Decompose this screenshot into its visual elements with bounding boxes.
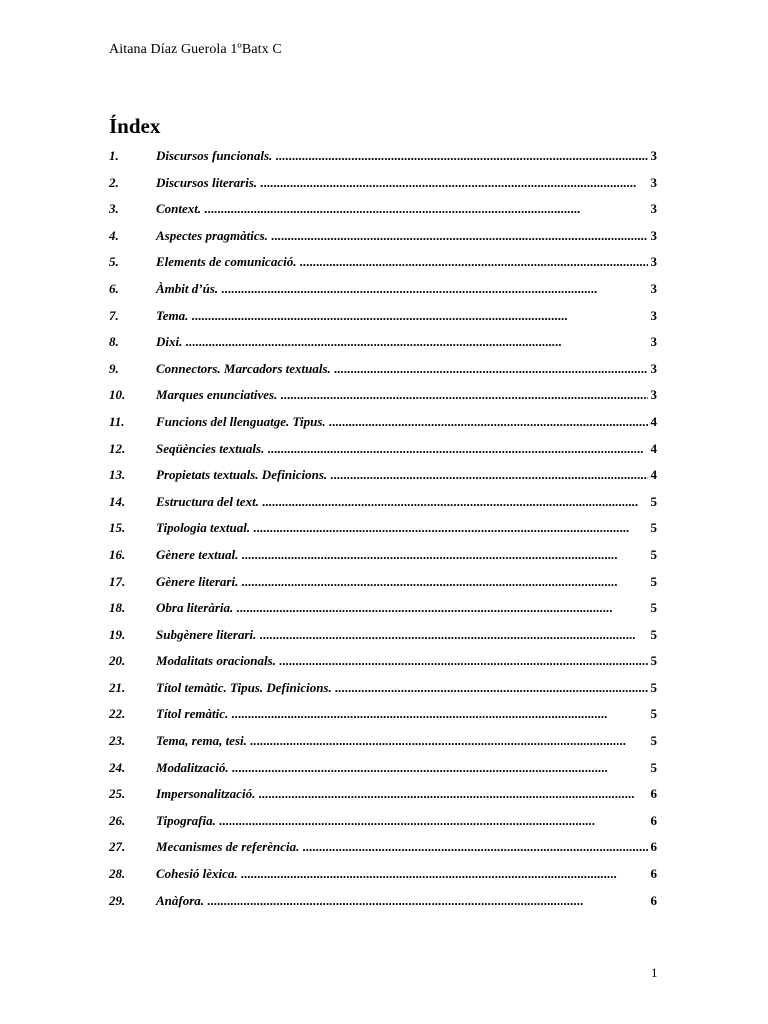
toc-entry-number: 7. — [109, 307, 119, 323]
toc-entry-page: 5 — [650, 520, 657, 536]
toc-entry-page: 3 — [650, 280, 657, 296]
toc-entry-page: 5 — [650, 706, 657, 722]
toc-entry[interactable] — [109, 441, 657, 468]
toc-entry[interactable] — [109, 893, 657, 920]
toc-entry-number: 28. — [109, 866, 126, 882]
toc-dot-leader — [302, 839, 647, 855]
toc-entry-label: Estructura del text. — [156, 493, 259, 509]
toc-dot-leader — [271, 228, 648, 244]
toc-entry-label: Modalitats oracionals. — [156, 653, 276, 669]
toc-entry-number: 8. — [109, 334, 119, 350]
toc-entry-page: 3 — [650, 307, 657, 323]
toc-entry[interactable] — [109, 813, 657, 840]
toc-dot-leader — [241, 574, 647, 590]
toc-entry-label: Tema, rema, tesi. — [156, 733, 247, 749]
toc-dot-leader — [279, 653, 648, 669]
toc-entry-number: 26. — [109, 812, 126, 828]
toc-entry-page: 5 — [650, 493, 657, 509]
toc-entry-page: 5 — [650, 759, 657, 775]
toc-entry-page: 5 — [650, 600, 657, 616]
toc-entry[interactable] — [109, 760, 657, 787]
toc-dot-leader — [221, 281, 647, 297]
toc-entry[interactable] — [109, 600, 657, 627]
toc-dot-leader — [207, 893, 647, 909]
toc-entry-page: 3 — [650, 360, 657, 376]
toc-entry-page: 5 — [650, 573, 657, 589]
page-title: Índex — [109, 114, 161, 138]
toc-entry-label: Discursos funcionals. — [156, 148, 273, 163]
toc-entry-number: 20. — [109, 653, 126, 669]
toc-entry-number: 23. — [109, 733, 126, 749]
toc-entry-label: Títol remàtic. — [156, 706, 229, 722]
toc-entry-label: Dixi. — [156, 334, 183, 350]
toc-entry-page: 5 — [650, 653, 657, 669]
toc-entry-number: 9. — [109, 360, 119, 376]
toc-entry-number: 14. — [109, 493, 126, 509]
toc-entry-label: Discursos literaris. — [156, 174, 258, 190]
toc-entry[interactable] — [109, 547, 657, 574]
toc-entry[interactable] — [109, 733, 657, 760]
toc-entry-page: 3 — [650, 334, 657, 350]
toc-entry-number: 12. — [109, 440, 126, 456]
toc-entry-number: 13. — [109, 467, 126, 483]
toc-entry[interactable] — [109, 175, 657, 202]
toc-dot-leader — [253, 520, 647, 536]
toc-entry-label: Gènere literari. — [156, 573, 239, 589]
toc-entry[interactable] — [109, 574, 657, 601]
toc-entry-number: 1. — [109, 148, 119, 163]
toc-entry[interactable] — [109, 653, 657, 680]
toc-entry[interactable] — [109, 706, 657, 733]
toc-entry[interactable] — [109, 786, 657, 813]
toc-entry[interactable] — [109, 361, 657, 388]
toc-entry-label: Marques enunciatives. — [156, 387, 278, 403]
toc-entry-label: Tipologia textual. — [156, 520, 251, 536]
toc-entry-page: 3 — [650, 387, 657, 403]
toc-dot-leader — [259, 627, 647, 643]
toc-dot-leader — [191, 308, 647, 324]
toc-entry-number: 21. — [109, 679, 126, 695]
toc-entry[interactable] — [109, 467, 657, 494]
page-number: 1 — [651, 965, 658, 980]
toc-dot-leader — [262, 494, 648, 510]
toc-entry-number: 27. — [109, 839, 126, 855]
toc-entry-label: Context. — [156, 201, 202, 217]
toc-entry-page: 3 — [650, 227, 657, 243]
toc-entry[interactable] — [109, 148, 657, 175]
toc-entry-label: Àmbit d’ús. — [156, 280, 219, 296]
toc-entry-page: 4 — [650, 413, 657, 429]
toc-entry-number: 11. — [109, 413, 125, 429]
toc-dot-leader — [330, 467, 647, 483]
toc-entry-page: 6 — [650, 839, 657, 855]
toc-entry-page: 3 — [650, 148, 657, 163]
toc-entry[interactable] — [109, 201, 657, 228]
toc-entry[interactable] — [109, 414, 657, 441]
toc-entry-label: Impersonalització. — [156, 786, 256, 802]
toc-entry-number: 29. — [109, 892, 126, 908]
toc-entry[interactable] — [109, 387, 657, 414]
toc-dot-leader — [241, 547, 647, 563]
toc-entry[interactable] — [109, 254, 657, 281]
toc-dot-leader — [335, 680, 648, 696]
toc-dot-leader — [219, 813, 648, 829]
toc-dot-leader — [231, 706, 647, 722]
toc-entry[interactable] — [109, 228, 657, 255]
toc-entry[interactable] — [109, 334, 657, 361]
toc-dot-leader — [250, 733, 648, 749]
toc-dot-leader — [267, 441, 647, 457]
toc-entry-number: 4. — [109, 227, 119, 243]
toc-dot-leader — [232, 760, 648, 776]
toc-entry-label: Obra literària. — [156, 600, 234, 616]
toc-dot-leader — [185, 334, 647, 350]
toc-entry-number: 18. — [109, 600, 126, 616]
toc-entry-label: Títol temàtic. Tipus. Definicions. — [156, 679, 332, 695]
toc-dot-leader — [299, 254, 647, 270]
page-header: Aitana Díaz Guerola 1ºBatx C — [109, 42, 282, 57]
toc-entry-number: 6. — [109, 280, 119, 296]
toc-dot-leader — [241, 866, 648, 882]
toc-entry-number: 2. — [109, 174, 119, 190]
toc-entry-number: 3. — [109, 201, 119, 217]
toc-entry-number: 25. — [109, 786, 126, 802]
toc-entry-page: 3 — [650, 201, 657, 217]
toc-dot-leader — [334, 361, 648, 377]
toc-entry[interactable] — [109, 281, 657, 308]
toc-entry[interactable] — [109, 627, 657, 654]
toc-dot-leader — [280, 387, 647, 403]
toc-entry-label: Anàfora. — [156, 892, 205, 908]
toc-entry-number: 17. — [109, 573, 126, 589]
toc-entry-label: Mecanismes de referència. — [156, 839, 300, 855]
toc-entry[interactable] — [109, 494, 657, 521]
toc-entry-page: 5 — [650, 546, 657, 562]
toc-entry[interactable] — [109, 680, 657, 707]
toc-entry-label: Funcions del llenguatge. Tipus. — [156, 413, 326, 429]
toc-entry-label: Subgènere literari. — [156, 626, 257, 642]
toc-entry-label: Propietats textuals. Definicions. — [156, 467, 328, 483]
toc-entry-page: 6 — [650, 812, 657, 828]
toc-entry-page: 4 — [650, 467, 657, 483]
toc-dot-leader — [275, 148, 647, 164]
toc-entry[interactable] — [109, 839, 657, 866]
toc-dot-leader — [204, 201, 647, 217]
toc-entry-page: 6 — [650, 786, 657, 802]
toc-entry-number: 24. — [109, 759, 126, 775]
toc-entry-label: Tipografia. — [156, 812, 216, 828]
toc-entry-number: 16. — [109, 546, 126, 562]
toc-entry-number: 5. — [109, 254, 119, 270]
toc-entry-number: 10. — [109, 387, 126, 403]
toc-entry-label: Seqüències textuals. — [156, 440, 265, 456]
toc-dot-leader — [258, 786, 647, 802]
toc-entry-page: 5 — [650, 733, 657, 749]
toc-entry-label: Modalització. — [156, 759, 229, 775]
toc-entry-label: Elements de comunicació. — [156, 254, 297, 270]
toc-entry-label: Tema. — [156, 307, 189, 323]
toc-entry-number: 19. — [109, 626, 126, 642]
toc-dot-leader — [260, 175, 647, 191]
toc-entry-page: 5 — [650, 679, 657, 695]
toc-entry[interactable] — [109, 520, 657, 547]
toc-dot-leader — [236, 600, 647, 616]
toc-entry-number: 22. — [109, 706, 126, 722]
toc-entry-page: 5 — [650, 626, 657, 642]
toc-entry-page: 6 — [650, 866, 657, 882]
toc-entry-label: Connectors. Marcadors textuals. — [156, 360, 331, 376]
toc-entry[interactable] — [109, 866, 657, 893]
toc-entry-page: 4 — [650, 440, 657, 456]
toc-entry-page: 3 — [650, 254, 657, 270]
table-of-contents — [109, 148, 657, 919]
toc-entry-number: 15. — [109, 520, 126, 536]
toc-entry-page: 6 — [650, 892, 657, 908]
toc-entry[interactable] — [109, 308, 657, 335]
toc-entry-label: Aspectes pragmàtics. — [156, 227, 268, 243]
toc-entry-page: 3 — [650, 174, 657, 190]
toc-dot-leader — [329, 414, 648, 430]
toc-entry-label: Gènere textual. — [156, 546, 239, 562]
toc-entry-label: Cohesió lèxica. — [156, 866, 238, 882]
